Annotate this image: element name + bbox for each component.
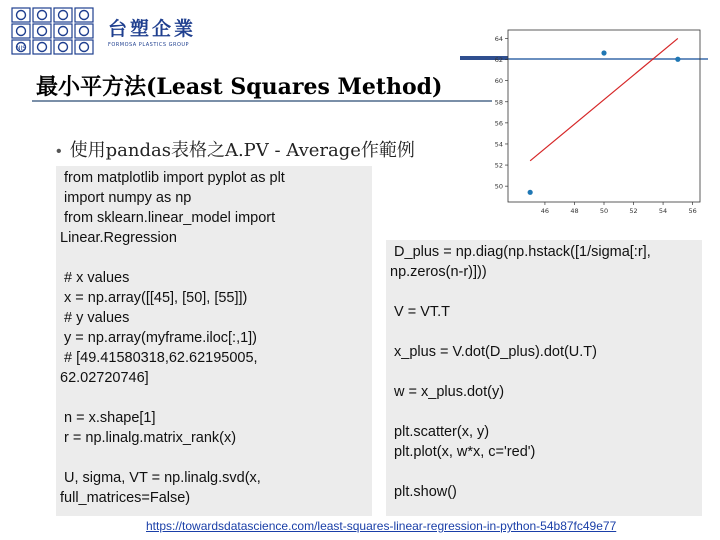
code-right-line: w = x_plus.dot(y)	[390, 384, 505, 400]
code-right-line	[390, 362, 698, 382]
brand	[108, 14, 196, 48]
code-right-line	[390, 402, 698, 422]
code-left-line: y = np.array(myframe.iloc[:,1])	[60, 330, 258, 346]
code-block-left	[56, 166, 372, 516]
logo-cell	[54, 8, 72, 22]
y-tick-label: 54	[494, 140, 503, 149]
y-tick-label: 50	[494, 182, 503, 191]
formosa-plastics-logo-grid-icon	[8, 6, 98, 56]
logo-cell	[33, 24, 51, 38]
y-tick-label: 60	[494, 77, 503, 86]
code-right-line: x_plus = V.dot(D_plus).dot(U.T)	[390, 344, 597, 360]
brand-name-english: FORMOSA PLASTICS GROUP	[108, 42, 190, 48]
logo-cell	[75, 8, 93, 22]
slide-title: 最小平方法(Least Squares Method)	[36, 74, 443, 100]
y-tick-label: 52	[494, 161, 503, 170]
code-left-line: full_matrices=False)	[60, 490, 191, 506]
code-left-line	[60, 448, 368, 468]
code-left-line: # [49.41580318,62.62195005,	[60, 350, 258, 366]
y-tick-label: 62	[494, 56, 503, 65]
title-underline	[32, 100, 492, 102]
bullet-text: 使用pandas表格之A.PV - Average作範例	[69, 140, 415, 161]
logo-cell	[12, 8, 30, 22]
code-right-line: plt.plot(x, w*x, c='red')	[390, 444, 536, 460]
code-left-line	[60, 248, 368, 268]
regression-line	[530, 38, 678, 160]
code-right-line: plt.show()	[390, 484, 457, 500]
code-left-line: n = x.shape[1]	[60, 410, 156, 426]
bullet-point	[56, 136, 415, 162]
logo-cell	[75, 24, 93, 38]
code-left-line: import numpy as np	[60, 190, 192, 206]
code-left-line: from matplotlib import pyplot as plt	[60, 170, 285, 186]
code-right-line: plt.scatter(x, y)	[390, 424, 490, 440]
scatter-point	[675, 57, 680, 62]
y-tick-label: 64	[494, 34, 503, 43]
code-right-line: V = VT.T	[390, 304, 451, 320]
code-block-right	[386, 240, 702, 516]
code-right-line	[390, 282, 698, 302]
code-right-line	[390, 462, 698, 482]
code-left-line: U, sigma, VT = np.linalg.svd(x,	[60, 470, 261, 486]
x-tick-label: 56	[688, 207, 697, 215]
x-tick-label: 46	[540, 207, 550, 215]
x-tick-label: 54	[658, 207, 668, 215]
code-right-line	[390, 322, 698, 342]
scatter-point	[528, 190, 533, 195]
brand-name-chinese: 台塑企業	[108, 18, 197, 40]
y-tick-label: 58	[494, 98, 503, 107]
logo-cell	[12, 24, 30, 38]
code-left-line: # x values	[60, 270, 130, 286]
source-link[interactable]: https://towardsdatascience.com/least-squares-linear-regression-in-python-54b87fc49e77	[146, 519, 617, 533]
code-right-line: D_plus = np.diag(np.hstack([1/sigma[:r],	[390, 244, 651, 260]
logo-cell	[12, 40, 30, 54]
code-left-line: from sklearn.linear_model import	[60, 210, 276, 226]
code-left-line	[60, 388, 368, 408]
x-tick-label: 52	[629, 207, 638, 215]
code-left-line: Linear.Regression	[60, 230, 177, 246]
code-right-line: np.zeros(n-r)]))	[390, 264, 487, 280]
logo-cell	[33, 40, 51, 54]
logo-cell	[54, 24, 72, 38]
code-left-line: 62.02720746]	[60, 370, 149, 386]
code-left-line: r = np.linalg.matrix_rank(x)	[60, 430, 237, 446]
logo-cell	[75, 40, 93, 54]
y-tick-label: 56	[494, 119, 503, 128]
x-tick-label: 50	[599, 207, 609, 215]
logo-cell	[54, 40, 72, 54]
code-left-line: x = np.array([[45], [50], [55]])	[60, 290, 248, 306]
bullet-dot-icon: •	[56, 143, 62, 160]
x-tick-label: 48	[570, 207, 579, 215]
scatter-point	[601, 50, 606, 55]
code-left-line: # y values	[60, 310, 130, 326]
svg-text:NIS: NIS	[15, 45, 27, 52]
plot-area-frame	[508, 30, 700, 202]
scatter-chart	[482, 24, 708, 224]
logo-cell	[33, 8, 51, 22]
